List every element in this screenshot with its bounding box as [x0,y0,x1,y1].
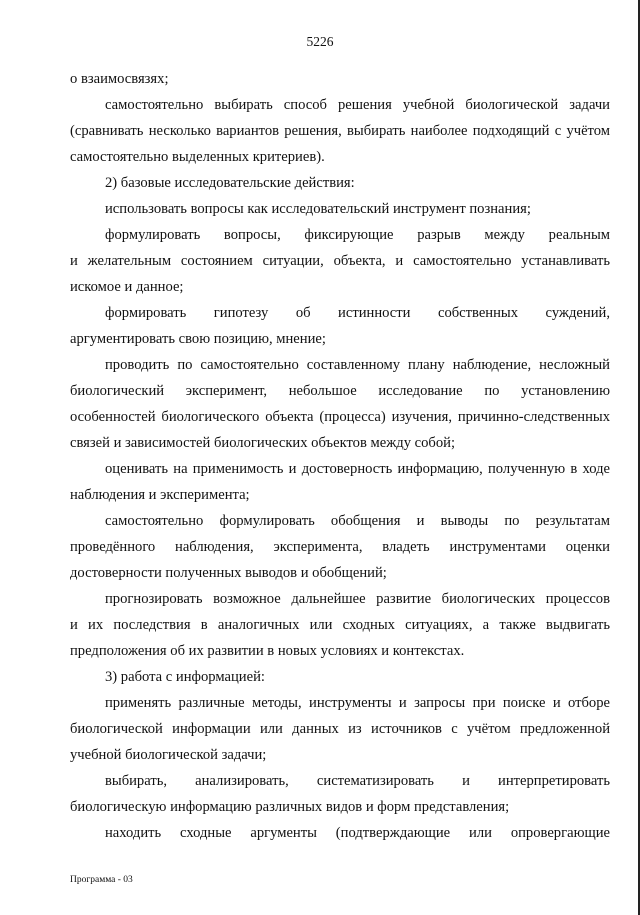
text-line: формулировать вопросы, фиксирующие разрыв между реальным [105,227,610,243]
text-line: выбирать, анализировать, систематизировать и интерпретировать [105,773,610,789]
text-line: применять различные методы, инструменты и запросы при поиске и отборе [105,695,610,711]
text-line: о взаимосвязях; [70,71,169,87]
text-line: особенностей биологического объекта (процесса) изучения, причинно-следственных [70,409,610,425]
text-line: и желательным состоянием ситуации, объекта, и самостоятельно устанавливать [70,253,610,269]
text-line: проводить по самостоятельно составленному плану наблюдение, несложный [105,357,610,373]
text-line: учебной биологической задачи; [70,747,267,763]
text-line: (сравнивать несколько вариантов решения, выбирать наиболее подходящий с учётом [70,123,610,139]
text-line: 2) базовые исследовательские действия: [105,175,355,191]
text-line: и их последствия в аналогичных или сходных ситуациях, а также выдвигать [70,617,610,633]
text-line: биологический эксперимент, небольшое исследование по установлению [70,383,610,399]
page-footer: Программа - 03 [70,875,133,885]
text-line: находить сходные аргументы (подтверждающие или опровергающие [105,825,610,841]
text-line: оценивать на применимость и достоверность информацию, полученную в ходе [105,461,610,477]
text-line: биологическую информацию различных видов и форм представления; [70,799,510,815]
text-line: биологической информации или данных из источников с учётом предложенной [70,721,610,737]
text-line: аргументировать свою позицию, мнение; [70,331,326,347]
text-line: формировать гипотезу об истинности собственных суждений, [105,305,610,321]
text-line: самостоятельно формулировать обобщения и выводы по результатам [105,513,610,529]
page-number: 5226 [306,34,334,49]
body-text [70,66,610,846]
text-line: предположения об их развитии в новых условиях и контекстах. [70,643,465,659]
text-line: 3) работа с информацией: [105,669,265,685]
text-line: проведённого наблюдения, эксперимента, владеть инструментами оценки [70,539,610,555]
text-line: использовать вопросы как исследовательский инструмент познания; [105,201,531,217]
text-line: искомое и данное; [70,279,184,295]
text-line: достоверности полученных выводов и обобщений; [70,565,387,581]
text-line: самостоятельно выбирать способ решения учебной биологической задачи [105,97,610,113]
text-line: наблюдения и эксперимента; [70,487,250,503]
text-line: связей и зависимостей биологических объектов между собой; [70,435,456,451]
text-line: самостоятельно выделенных критериев). [70,149,325,165]
text-line: прогнозировать возможное дальнейшее развитие биологических процессов [105,591,610,607]
